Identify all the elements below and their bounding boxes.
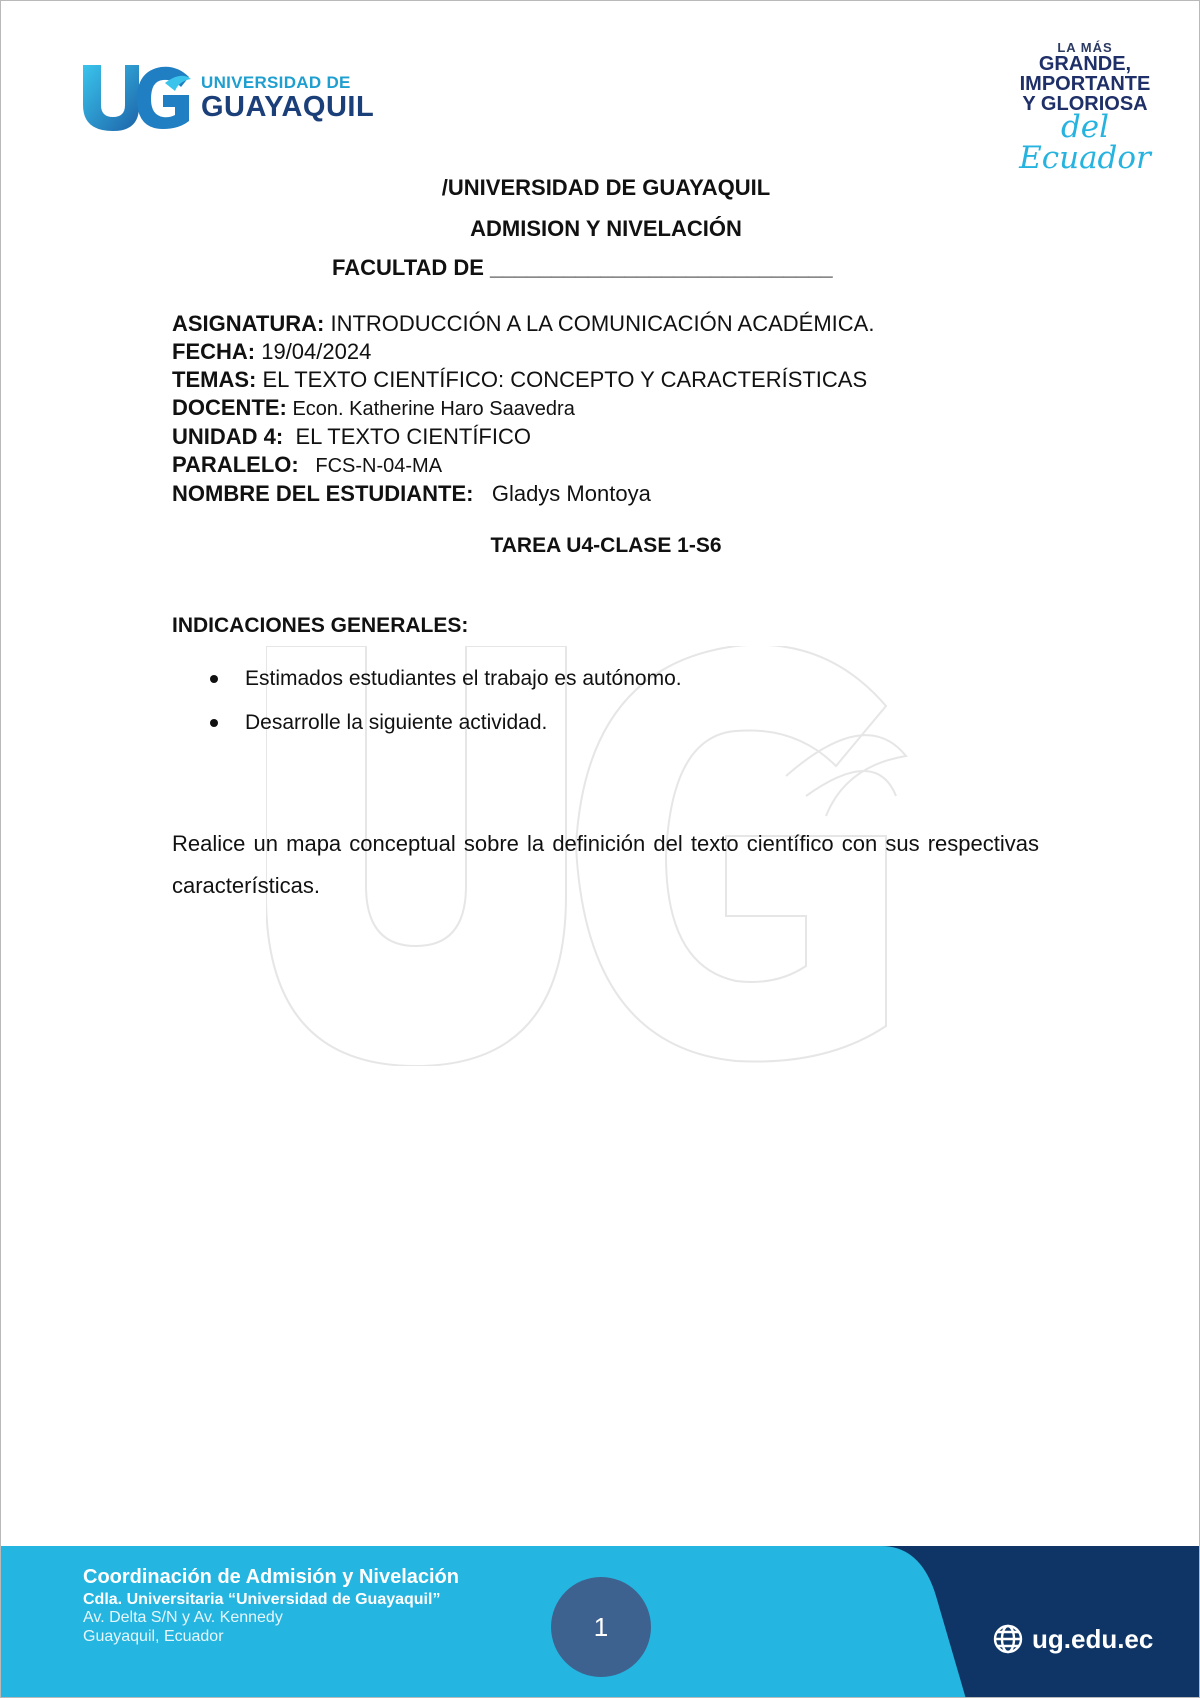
info-label: PARALELO:	[172, 452, 299, 477]
university-logo	[81, 63, 374, 133]
list-item	[210, 701, 682, 745]
info-row-estudiante	[172, 480, 874, 508]
slogan-logo	[1015, 41, 1155, 174]
info-row-paralelo	[172, 451, 874, 480]
logo-text-line1: UNIVERSIDAD DE	[201, 73, 351, 92]
info-label: NOMBRE DEL ESTUDIANTE:	[172, 481, 474, 506]
info-value: Econ. Katherine Haro Saavedra	[286, 398, 575, 420]
info-value: Gladys Montoya	[473, 481, 651, 506]
info-label: FECHA:	[172, 339, 256, 364]
info-value: INTRODUCCIÓN A LA COMUNICACIÓN ACADÉMICA.	[324, 311, 875, 336]
slogan-line1: LA MÁS	[1057, 40, 1113, 55]
task-title: TAREA U4-CLASE 1-S6	[490, 534, 722, 557]
list-item	[210, 657, 682, 701]
admission-title: ADMISION Y NIVELACIÓN	[470, 216, 742, 241]
activity-paragraph: Realice un mapa conceptual sobre la definición del texto científico con sus respectivas características.	[172, 831, 1039, 898]
info-value: EL TEXTO CIENTÍFICO: CONCEPTO Y CARACTERÍSTICAS	[256, 367, 868, 392]
footer-line4: Guayaquil, Ecuador	[83, 1627, 224, 1645]
logo-text-line2: GUAYAQUIL	[201, 91, 375, 123]
footer-address	[83, 1566, 459, 1646]
info-row-unidad	[172, 423, 874, 451]
footer-line3: Av. Delta S/N y Av. Kennedy	[83, 1609, 283, 1627]
info-value: FCS-N-04-MA	[298, 455, 443, 477]
info-label: ASIGNATURA:	[172, 311, 325, 336]
footer-line2: Cdla. Universitaria “Universidad de Guayaquil”	[83, 1591, 441, 1608]
website-link[interactable]	[992, 1623, 1153, 1655]
info-label: DOCENTE:	[172, 395, 287, 420]
website-text: ug.edu.ec	[1032, 1623, 1154, 1654]
info-row-docente	[172, 394, 874, 423]
info-value: 19/04/2024	[255, 339, 372, 364]
list-item-text: Estimados estudiantes el trabajo es autónomo.	[245, 667, 682, 690]
info-label: TEMAS:	[172, 367, 257, 392]
globe-icon	[992, 1623, 1024, 1655]
info-row-temas	[172, 366, 874, 394]
instructions-title: INDICACIONES GENERALES:	[172, 614, 469, 637]
info-value: EL TEXTO CIENTÍFICO	[283, 424, 531, 449]
page-number: 1	[551, 1577, 651, 1677]
bullet-icon	[210, 675, 218, 683]
slogan-line4: Y GLORIOSA	[1022, 93, 1148, 115]
bullet-icon	[210, 719, 218, 727]
instructions-list	[210, 657, 682, 745]
info-row-asignatura	[172, 310, 874, 338]
list-item-text: Desarrolle la siguiente actividad.	[245, 711, 548, 734]
university-title: /UNIVERSIDAD DE GUAYAQUIL	[441, 175, 771, 200]
footer-line1: Coordinación de Admisión y Nivelación	[83, 1566, 459, 1588]
ug-logo-icon	[81, 63, 193, 133]
slogan-line5: del Ecuador	[1019, 109, 1151, 176]
info-label: UNIDAD 4:	[172, 424, 284, 449]
slogan-line3: IMPORTANTE	[1019, 73, 1151, 95]
info-row-fecha	[172, 338, 874, 366]
slogan-line2: GRANDE,	[1038, 53, 1132, 75]
course-info	[172, 310, 874, 508]
faculty-line: FACULTAD DE ____________________________	[332, 255, 833, 280]
